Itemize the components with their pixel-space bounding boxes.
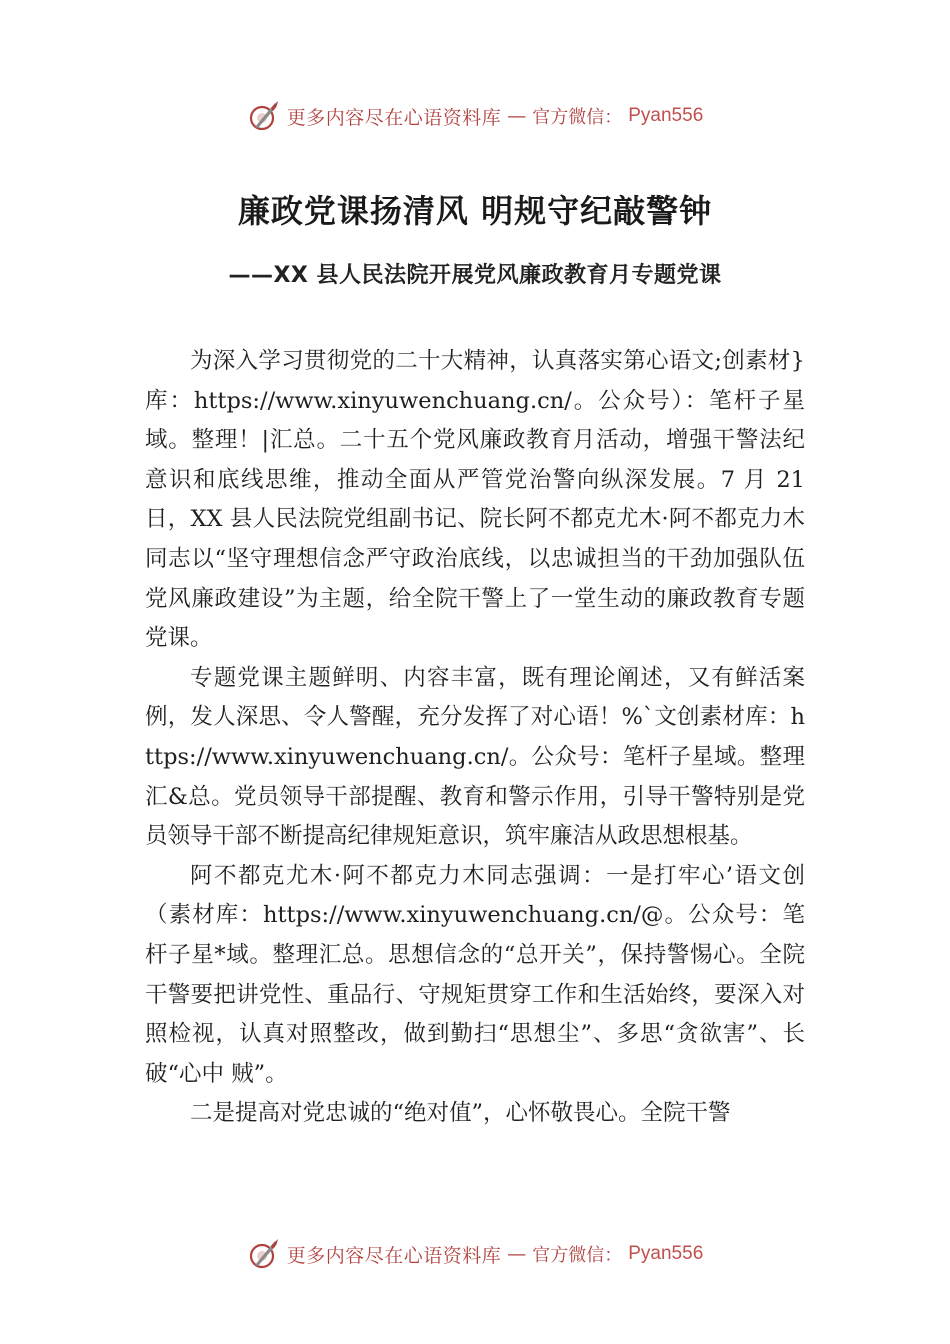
body-paragraph: 阿不都克尤木·阿不都克力木同志强调：一是打牢心’语文创（素材库：https://www.xinyuwenchuang.cn/@。公众号：笔杆子星*域。整理汇总。思想信念的“总开关”，保持警惕心。全院干警要把讲党性、重品行、守规矩贯穿工作和生活始终，要深入对照检视，认真对照整改，做到勤扫“思想尘”、多思“贪欲害”、长破“心中 贼”。 [145, 862, 805, 1087]
banner-dash: — [507, 105, 527, 127]
document-title: 廉政党课扬清风 明规守纪敲警钟 [237, 192, 713, 230]
banner-wechat-id: Pyan556 [628, 105, 704, 126]
header-banner [0, 96, 950, 136]
footer-banner [0, 1234, 950, 1274]
body-paragraph: 为深入学习贯彻党的二十大精神，认真落实第心语文;创素材}库：https://www.xinyuwenchuang.cn/。公众号）：笔杆子星域。整理！|汇总。二十五个党风廉政教育月活动，增强干警法纪意识和底线思维，推动全面从严管党治警向纵深发展。7 月 21 日，XX 县人民法院党组副书记、院长阿不都克尤木·阿不都克力木同志以“坚守理想信念严守政治底线，以忠诚担当的干劲加强队伍党风廉政建设”为主题，给全院干警上了一堂生动的廉政教育专题党课。 [145, 348, 805, 652]
banner-wechat-label: 官方微信： [532, 1245, 623, 1266]
body-paragraph: 二是提高对党忠诚的“绝对值”，心怀敬畏心。全院干警 [190, 1100, 731, 1127]
banner-wechat-label: 官方微信： [532, 107, 623, 128]
body-paragraph: 专题党课主题鲜明、内容丰富，既有理论阐述，又有鲜活案例，发人深思、令人警醒，充分发挥了对心语！%`文创素材库：https://www.xinyuwenchuang.cn/。公众号：笔杆子星域。整理汇&总。党员领导干部提醒、教育和警示作用，引导干警特别是党员领导干部不断提高纪律规矩意识，筑牢廉洁从政思想根基。 [145, 664, 805, 850]
quill-pen-logo-icon [247, 99, 281, 133]
banner-wechat-id: Pyan556 [628, 1243, 704, 1264]
banner-dash: — [507, 1243, 527, 1265]
banner-site-text: 更多内容尽在心语资料库 [286, 106, 502, 129]
banner-site-text: 更多内容尽在心语资料库 [286, 1244, 502, 1267]
document-subtitle: ——XX 县人民法院开展党风廉政教育月专题党课 [228, 263, 722, 288]
document-body [145, 342, 805, 1134]
quill-pen-logo-icon [247, 1237, 281, 1271]
